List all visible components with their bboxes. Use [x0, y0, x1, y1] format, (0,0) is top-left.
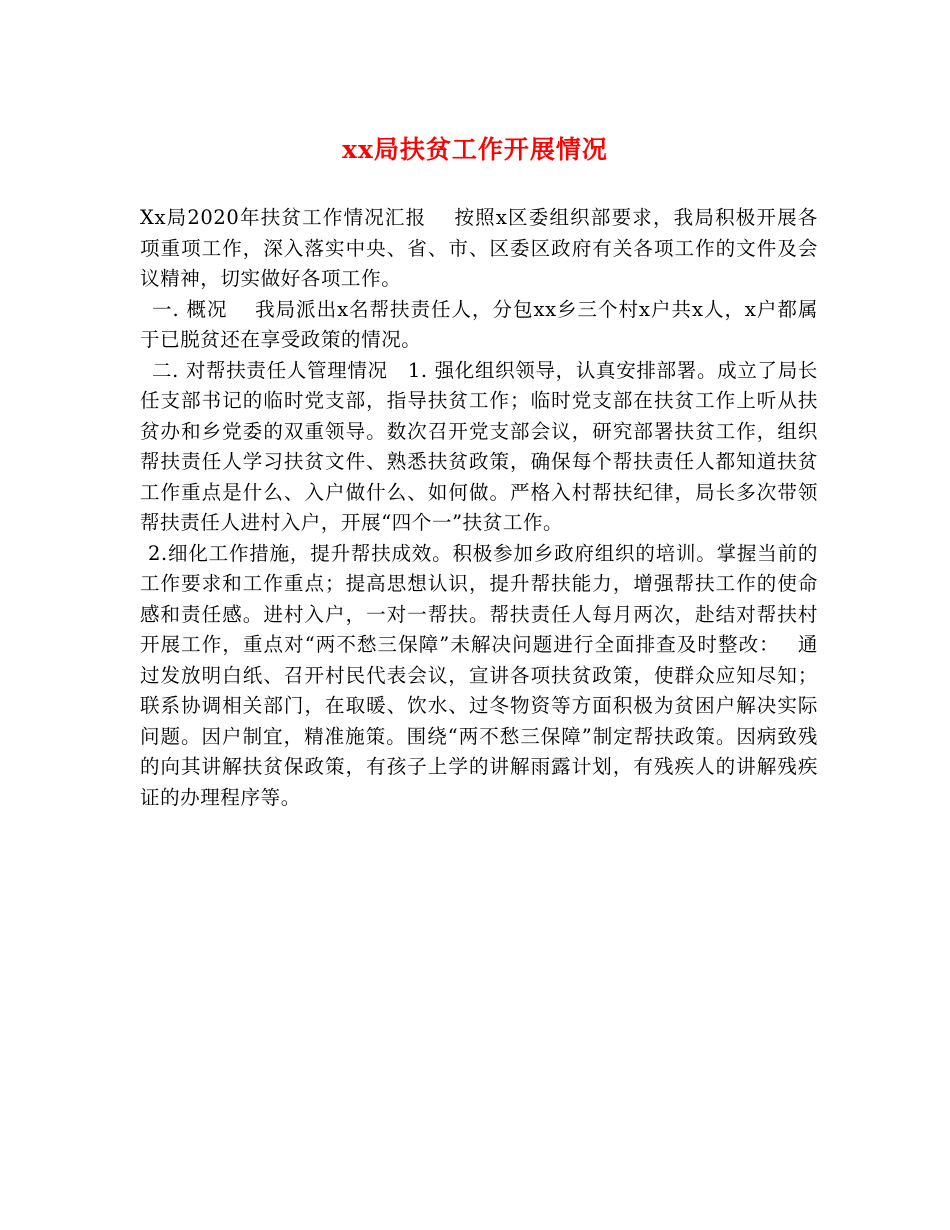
paragraph-overview: 一. 概况 我局派出x名帮扶责任人，分包xx乡三个村x户共x人，x户都属于已脱贫还在享受政策的情况。 — [140, 297, 818, 351]
paragraph-intro: Xx局2020年扶贫工作情况汇报 按照x区委组织部要求，我局积极开展各项重项工作，深入落实中央、省、市、区委区政府有关各项工作的文件及会议精神，切实做好各项工作。 — [140, 206, 818, 290]
paragraph-management: 二. 对帮扶责任人管理情况 1. 强化组织领导，认真安排部署。成立了局长任支部书记的临时党支部，指导扶贫工作；临时党支部在扶贫工作上听从扶贫办和乡党委的双重领导。数次召开党支部会议，研究部署扶贫工作，组织帮扶责任人学习扶贫文件、熟悉扶贫政策，确保每个帮扶责任人都知道扶贫工作重点是什么、入户做什么、如何做。严格入村帮扶纪律，局长多次带领帮扶责任人进村入户，开展“四个一”扶贫工作。 — [140, 358, 818, 534]
document-body — [140, 203, 818, 813]
paragraph-measures: 2.细化工作措施，提升帮扶成效。积极参加乡政府组织的培训。掌握当前的工作要求和工作重点；提高思想认识，提升帮扶能力，增强帮扶工作的使命感和责任感。进村入户，一对一帮扶。帮扶责任人每月两次，赴结对帮扶村开展工作，重点对“两不愁三保障”未解决问题进行全面排查及时整改： 通过发放明白纸、召开村民代表会议，宣讲各项扶贫政策，使群众应知尽知；联系协调相关部门，在取暖、饮水、过冬物资等方面积极为贫困户解决实际问题。因户制宜，精准施策。围绕“两不愁三保障”制定帮扶政策。因病致残的向其讲解扶贫保政策，有孩子上学的讲解雨露计划，有残疾人的讲解残疾证的办理程序等。 — [140, 541, 818, 809]
document-title: xx局扶贫工作开展情况 — [342, 135, 608, 164]
